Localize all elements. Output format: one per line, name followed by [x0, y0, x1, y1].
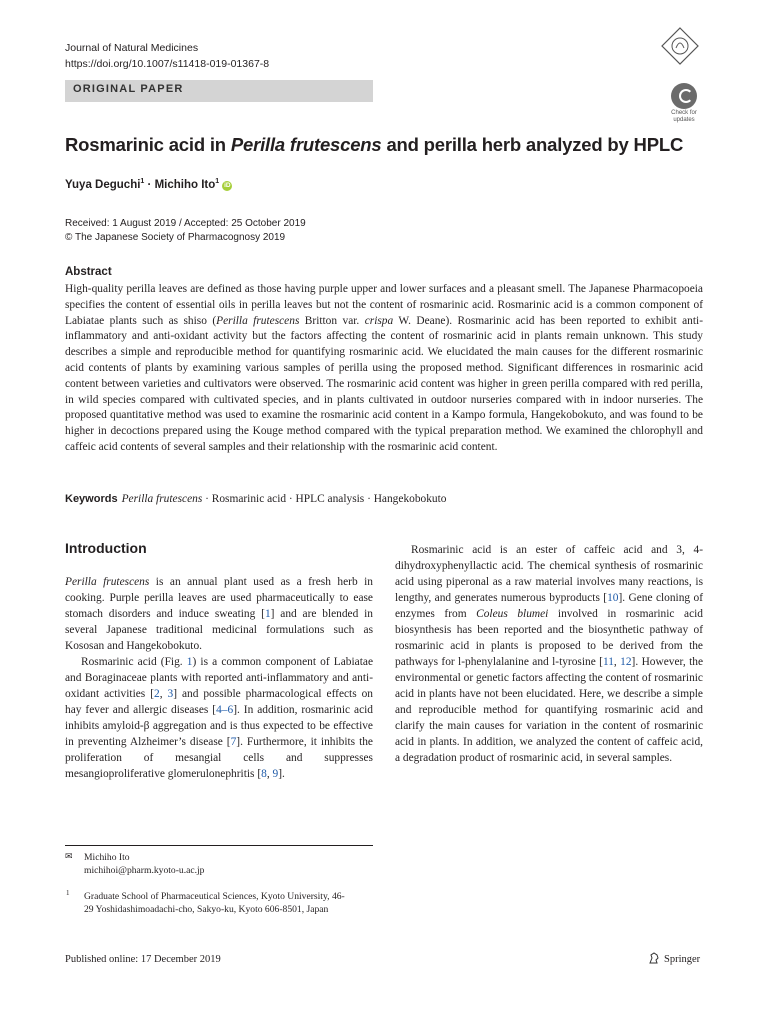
corresponding-email[interactable]: michihoi@pharm.kyoto-u.ac.jp [84, 865, 205, 876]
citation-link[interactable]: 7 [230, 736, 237, 748]
affiliation-number: 1 [66, 889, 70, 897]
keyword-italic: Perilla frutescens [121, 493, 203, 505]
intro-paragraph-3 [395, 542, 703, 766]
abstract-part: High-quality perilla leaves are defined as those having purple upper and lower surfaces and a pleasant smell. The Japanese Pharmacopoeia specifies the content of essential oils in perilla leaves but not the content of rosmarinic acid. Rosmarinic acid is a common component of Labiatae plants such as shiso ( [65, 283, 703, 327]
check-label-1: Check for [671, 110, 697, 116]
text-run: ]. Furthermore, it inhibits the proliferation of mesangial cells and suppresses mesangioproliferative glomerulonephritis [ [65, 736, 373, 780]
publisher-name: Springer [664, 954, 701, 965]
text-run: Rosmarinic acid is an ester of caffeic acid and 3, 4-dihydroxyphenyllactic acid. The chemical synthesis of rosmarinic acid using piperonal as a raw material involves many reactions, is lengthy, and generates numerous byproducts [ [395, 544, 703, 604]
text-run: , [159, 688, 168, 700]
society-logo [660, 26, 700, 66]
abstract-part: W. Deane). Rosmarinic acid has been reported to exhibit anti-inflammatory and anti-oxidant activity but the factors affecting the content of rosmarinic acid in plants remain unknown. This study describes a simple and reproducible method for quantifying rosmarinic acid. We elucidated the main causes for the different rosmarinic acid contents of plants by examining various samples of perilla using the proposed method. Significant differences in rosmarinic acid content between varieties and cultivators were observed. The rosmarinic acid content was higher in green perilla compared with red perilla, in wild species compared with cultivated species, and in plants cultivated in outdoor nurseries compared with in indoor nurseries. The proposed quantitative method was used to examine the rosmarinic acid content in a Kampo formula, Hangekobokuto, and was found to be higher in decoctions prepared using the Kouge method compared with the typical preparation method. We examined the chlorophyll and caffeic acid contents of several samples and their relationship with the rosmarinic acid content. [65, 314, 704, 453]
intro-paragraph-2 [65, 654, 373, 782]
title-part-2: and perilla herb analyzed by HPLC [381, 134, 684, 155]
doi-link[interactable]: https://doi.org/10.1007/s11418-019-01367-8 [65, 58, 270, 70]
intro-paragraph-1 [65, 574, 373, 654]
publisher-mark [648, 952, 700, 965]
copyright: © The Japanese Society of Pharmacognosy 2019 [65, 232, 286, 243]
right-column [395, 542, 703, 766]
title-part-1: Rosmarinic acid in [65, 134, 231, 155]
dates-block [65, 217, 306, 245]
left-column [65, 574, 373, 782]
keywords-rest: · Rosmarinic acid · HPLC analysis · Hangekobokuto [202, 493, 447, 505]
citation-link[interactable]: 10 [607, 592, 619, 604]
citation-link[interactable]: 9 [272, 768, 279, 780]
article-type: ORIGINAL PAPER [73, 83, 184, 95]
text-run: involved in rosmarinic acid biosynthesis has been reported and the biosynthetic pathway of rosmarinic acid in plants is proposed to be derived from the pathways for l-phenylalanine and l-tyrosine [ [395, 608, 704, 668]
abstract-text [65, 282, 703, 456]
text-run: Rosmarinic acid (Fig. [81, 656, 187, 668]
title-italic: Perilla frutescens [230, 134, 382, 155]
citation-link[interactable]: 12 [620, 656, 632, 668]
corresponding-name: Michiho Ito [84, 852, 130, 863]
author-1[interactable]: Yuya Deguchi [65, 178, 141, 191]
citation-link[interactable]: 1 [264, 608, 271, 620]
check-for-updates-button[interactable] [664, 83, 704, 123]
abstract-italic: Perilla frutescens [216, 314, 300, 327]
corresponding-author [84, 851, 204, 877]
text-run: ] and possible pharmacological effects on hay fever and allergic diseases [ [65, 688, 373, 716]
text-run: , [613, 656, 621, 668]
orcid-icon[interactable]: iD [224, 181, 231, 189]
italic-term: Coleus blumei [476, 608, 549, 620]
text-run: ]. In addition, rosmarinic acid inhibits amyloid-β aggregation and is thus expected to be effective in preventing Alzheimer’s disease [ [65, 704, 373, 748]
citation-link[interactable]: 11 [602, 656, 614, 668]
abstract-italic: crispa [364, 314, 394, 327]
italic-term: Perilla frutescens [65, 576, 150, 588]
footnote-divider [65, 845, 373, 846]
text-run: ) is a common component of Labiatae and Boraginaceae plants with reported anti-inflammatory and anti-oxidant activities [ [65, 656, 373, 700]
citation-link[interactable]: 8 [261, 768, 267, 780]
journal-header [65, 40, 269, 72]
text-run: is an annual plant used as a fresh herb in cooking. Purple perilla leaves are used pharmaceutically to ease stomach disorders and induce sweating [ [65, 576, 373, 620]
text-run: , [266, 768, 273, 780]
citation-link[interactable]: 2 [154, 688, 160, 700]
article-title [65, 134, 683, 156]
text-run: ]. However, the environmental or genetic factors affecting the content of rosmarinic acid in plants have not been elucidated. Here, we describe a simple and reproducible method for quantifying rosmarinic acid and clarify the main causes for variation in the content of rosmarinic acid in plants. In addition, we analyzed the content of caffeic acid, a degradation product of rosmarinic acid, in several samples. [395, 656, 703, 764]
citation-link[interactable]: 4–6 [216, 704, 234, 716]
author-separator: · [144, 178, 155, 191]
author-2[interactable]: Michiho Ito [154, 178, 216, 191]
figure-link[interactable]: 1 [186, 656, 193, 668]
journal-name: Journal of Natural Medicines [65, 42, 199, 54]
affiliation-text: Graduate School of Pharmaceutical Sciences, Kyoto University, 46-29 Yoshidashimoadachi-cho, Sakyo-ku, Kyoto 606-8501, Japan [84, 891, 345, 915]
text-run: ]. [278, 768, 285, 780]
author-1-affil: 1 [140, 178, 145, 185]
check-label-2: updates [673, 117, 695, 123]
abstract-heading: Abstract [65, 266, 112, 278]
citation-link[interactable]: 3 [167, 688, 174, 700]
check-updates-icon [671, 83, 697, 109]
keywords-line [65, 493, 446, 505]
introduction-heading: Introduction [65, 540, 147, 556]
published-date: Published online: 17 December 2019 [65, 954, 221, 965]
envelope-icon: ✉ [65, 851, 73, 861]
text-run: ] and are blended in several Japanese traditional medicinal formulations such as Kososan and Hangekobokuto. [65, 608, 373, 652]
text-run: ]. Gene cloning of enzymes from [395, 592, 704, 620]
author-2-affil: 1 [215, 178, 220, 185]
abstract-part: Britton var. [299, 314, 365, 327]
article-type-band [65, 80, 373, 102]
received-accepted: Received: 1 August 2019 / Accepted: 25 October 2019 [65, 218, 306, 229]
author-line [65, 178, 232, 191]
keywords-heading: Keywords [65, 493, 118, 505]
springer-horse-icon [648, 952, 660, 964]
